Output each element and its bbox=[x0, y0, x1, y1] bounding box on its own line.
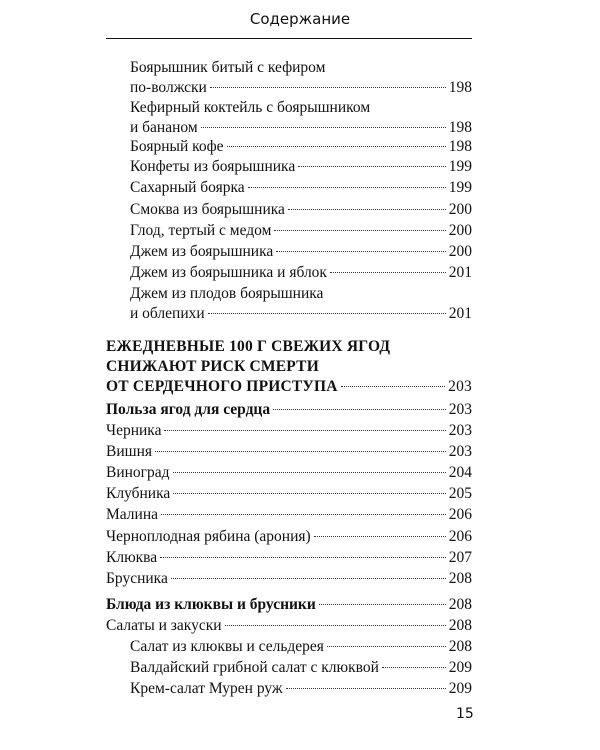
toc-entry[interactable] bbox=[130, 242, 472, 262]
leader-dots bbox=[227, 146, 446, 147]
toc-entry[interactable] bbox=[130, 221, 472, 241]
toc-subsection-title: Польза ягод для сердца bbox=[106, 401, 271, 418]
toc-entry-title: Сахарный боярка bbox=[130, 179, 245, 196]
leader-dots bbox=[298, 166, 446, 167]
leader-dots bbox=[314, 536, 446, 537]
toc-entry[interactable] bbox=[130, 637, 472, 657]
toc-page-number: 207 bbox=[448, 549, 472, 566]
toc-entry[interactable] bbox=[106, 463, 472, 483]
toc-entry[interactable] bbox=[130, 284, 472, 324]
toc-page-number: 209 bbox=[448, 680, 472, 697]
leader-dots bbox=[173, 472, 446, 473]
leader-dots bbox=[155, 451, 446, 452]
toc-entry[interactable] bbox=[106, 442, 472, 462]
toc-entry-title: Черника bbox=[106, 422, 162, 439]
toc-entry[interactable] bbox=[130, 157, 472, 177]
toc-page-number: 206 bbox=[448, 528, 472, 545]
toc-page-number: 198 bbox=[448, 119, 472, 136]
toc-entry-title: Конфеты из боярышника bbox=[130, 158, 296, 175]
toc-entry-title: Черноплодная рябина (арония) bbox=[106, 528, 311, 545]
header-rule bbox=[106, 38, 472, 39]
toc-entry-title: Клюква bbox=[106, 549, 158, 566]
leader-dots bbox=[164, 430, 445, 431]
toc-page-number: 199 bbox=[448, 179, 472, 196]
toc-page-number: 200 bbox=[448, 201, 472, 218]
leader-dots bbox=[225, 625, 446, 626]
toc-entry-title: Виноград bbox=[106, 464, 170, 481]
toc-entry-title: Смоква из боярышника bbox=[130, 201, 285, 218]
toc-page-number: 205 bbox=[448, 485, 472, 502]
toc-entry[interactable] bbox=[130, 679, 472, 699]
toc-page-number: 203 bbox=[448, 378, 472, 395]
toc-entry-title: Валдайский грибной салат с клюквой bbox=[130, 659, 379, 676]
toc-entry[interactable] bbox=[130, 58, 472, 98]
toc-entry-title: Малина bbox=[106, 506, 159, 523]
toc-entry[interactable] bbox=[106, 421, 472, 441]
toc-page-number: 209 bbox=[448, 659, 472, 676]
toc-entry-title: Клубника bbox=[106, 485, 171, 502]
toc-page-number: 206 bbox=[448, 506, 472, 523]
toc-entry[interactable] bbox=[130, 200, 472, 220]
toc-page-number: 201 bbox=[448, 305, 472, 322]
leader-dots bbox=[341, 386, 445, 387]
page-number: 15 bbox=[456, 706, 474, 722]
leader-dots bbox=[210, 87, 446, 88]
leader-dots bbox=[201, 127, 446, 128]
toc-page-number: 200 bbox=[448, 243, 472, 260]
toc-entry[interactable] bbox=[106, 400, 472, 420]
toc-entry-line1: Боярышник битый с кефиром bbox=[130, 59, 326, 76]
section-heading-line1: ЕЖЕДНЕВНЫЕ 100 Г СВЕЖИХ ЯГОД bbox=[106, 338, 391, 355]
leader-dots bbox=[248, 187, 446, 188]
toc-entry-title: Глод, тертый с медом bbox=[130, 222, 272, 239]
toc-entry[interactable] bbox=[130, 263, 472, 283]
toc-section-heading[interactable] bbox=[106, 337, 472, 397]
leader-dots bbox=[319, 604, 446, 605]
toc-entry[interactable] bbox=[106, 505, 472, 525]
toc-page-number: 203 bbox=[448, 422, 472, 439]
toc-page-number: 203 bbox=[448, 443, 472, 460]
toc-page-number: 198 bbox=[448, 79, 472, 96]
leader-dots bbox=[171, 578, 446, 579]
leader-dots bbox=[161, 514, 446, 515]
leader-dots bbox=[382, 667, 446, 668]
section-heading-line2: СНИЖАЮТ РИСК СМЕРТИ bbox=[106, 358, 319, 375]
toc-page-number: 208 bbox=[448, 596, 472, 613]
leader-dots bbox=[160, 557, 446, 558]
toc-page-number: 198 bbox=[448, 138, 472, 155]
toc-entry[interactable] bbox=[106, 569, 472, 589]
toc-entry-line1: Кефирный коктейль с боярышником bbox=[130, 99, 371, 116]
leader-dots bbox=[276, 251, 445, 252]
toc-entry-title: Вишня bbox=[106, 443, 152, 460]
toc-entry[interactable] bbox=[106, 484, 472, 504]
toc-entry-line1: Джем из плодов боярышника bbox=[130, 285, 324, 302]
toc-entry-title: Салат из клюквы и сельдерея bbox=[130, 638, 324, 655]
toc-entry-title: и облепихи bbox=[130, 305, 205, 322]
toc-entry-title: Джем из боярышника и яблок bbox=[130, 264, 327, 281]
toc-entry[interactable] bbox=[106, 527, 472, 547]
toc-page-number: 204 bbox=[448, 464, 472, 481]
running-header: Содержание bbox=[249, 10, 351, 28]
leader-dots bbox=[330, 272, 446, 273]
leader-dots bbox=[273, 409, 446, 410]
leader-dots bbox=[327, 646, 446, 647]
toc-entry[interactable] bbox=[106, 548, 472, 568]
toc-entry[interactable] bbox=[130, 178, 472, 198]
toc-subsection-title: Блюда из клюквы и брусники bbox=[106, 596, 316, 613]
toc-entry[interactable] bbox=[106, 616, 472, 636]
toc-entry-title: и бананом bbox=[130, 119, 198, 136]
toc-entry[interactable] bbox=[106, 595, 472, 615]
leader-dots bbox=[173, 493, 445, 494]
toc-entry-title: Крем-салат Мурен руж bbox=[130, 680, 283, 697]
leader-dots bbox=[274, 230, 445, 231]
toc-entry[interactable] bbox=[130, 137, 472, 157]
toc-page-number: 208 bbox=[448, 638, 472, 655]
leader-dots bbox=[286, 688, 446, 689]
section-heading-title: ОТ СЕРДЕЧНОГО ПРИСТУПА bbox=[106, 378, 338, 395]
toc-page-number: 208 bbox=[448, 617, 472, 634]
toc-entry-title: Джем из боярышника bbox=[130, 243, 274, 260]
toc-page-number: 208 bbox=[448, 570, 472, 587]
toc-page-number: 199 bbox=[448, 158, 472, 175]
toc-page-number: 203 bbox=[448, 401, 472, 418]
toc-entry-title: Салаты и закуски bbox=[106, 617, 222, 634]
leader-dots bbox=[208, 313, 446, 314]
toc-entry[interactable] bbox=[130, 658, 472, 678]
toc-entry-title: Брусника bbox=[106, 570, 168, 587]
toc-entry[interactable] bbox=[130, 98, 472, 138]
leader-dots bbox=[288, 209, 446, 210]
toc-page-number: 201 bbox=[448, 264, 472, 281]
toc-page-number: 200 bbox=[448, 222, 472, 239]
toc-entry-title: по-волжски bbox=[130, 79, 207, 96]
toc-entry-title: Боярный кофе bbox=[130, 138, 224, 155]
